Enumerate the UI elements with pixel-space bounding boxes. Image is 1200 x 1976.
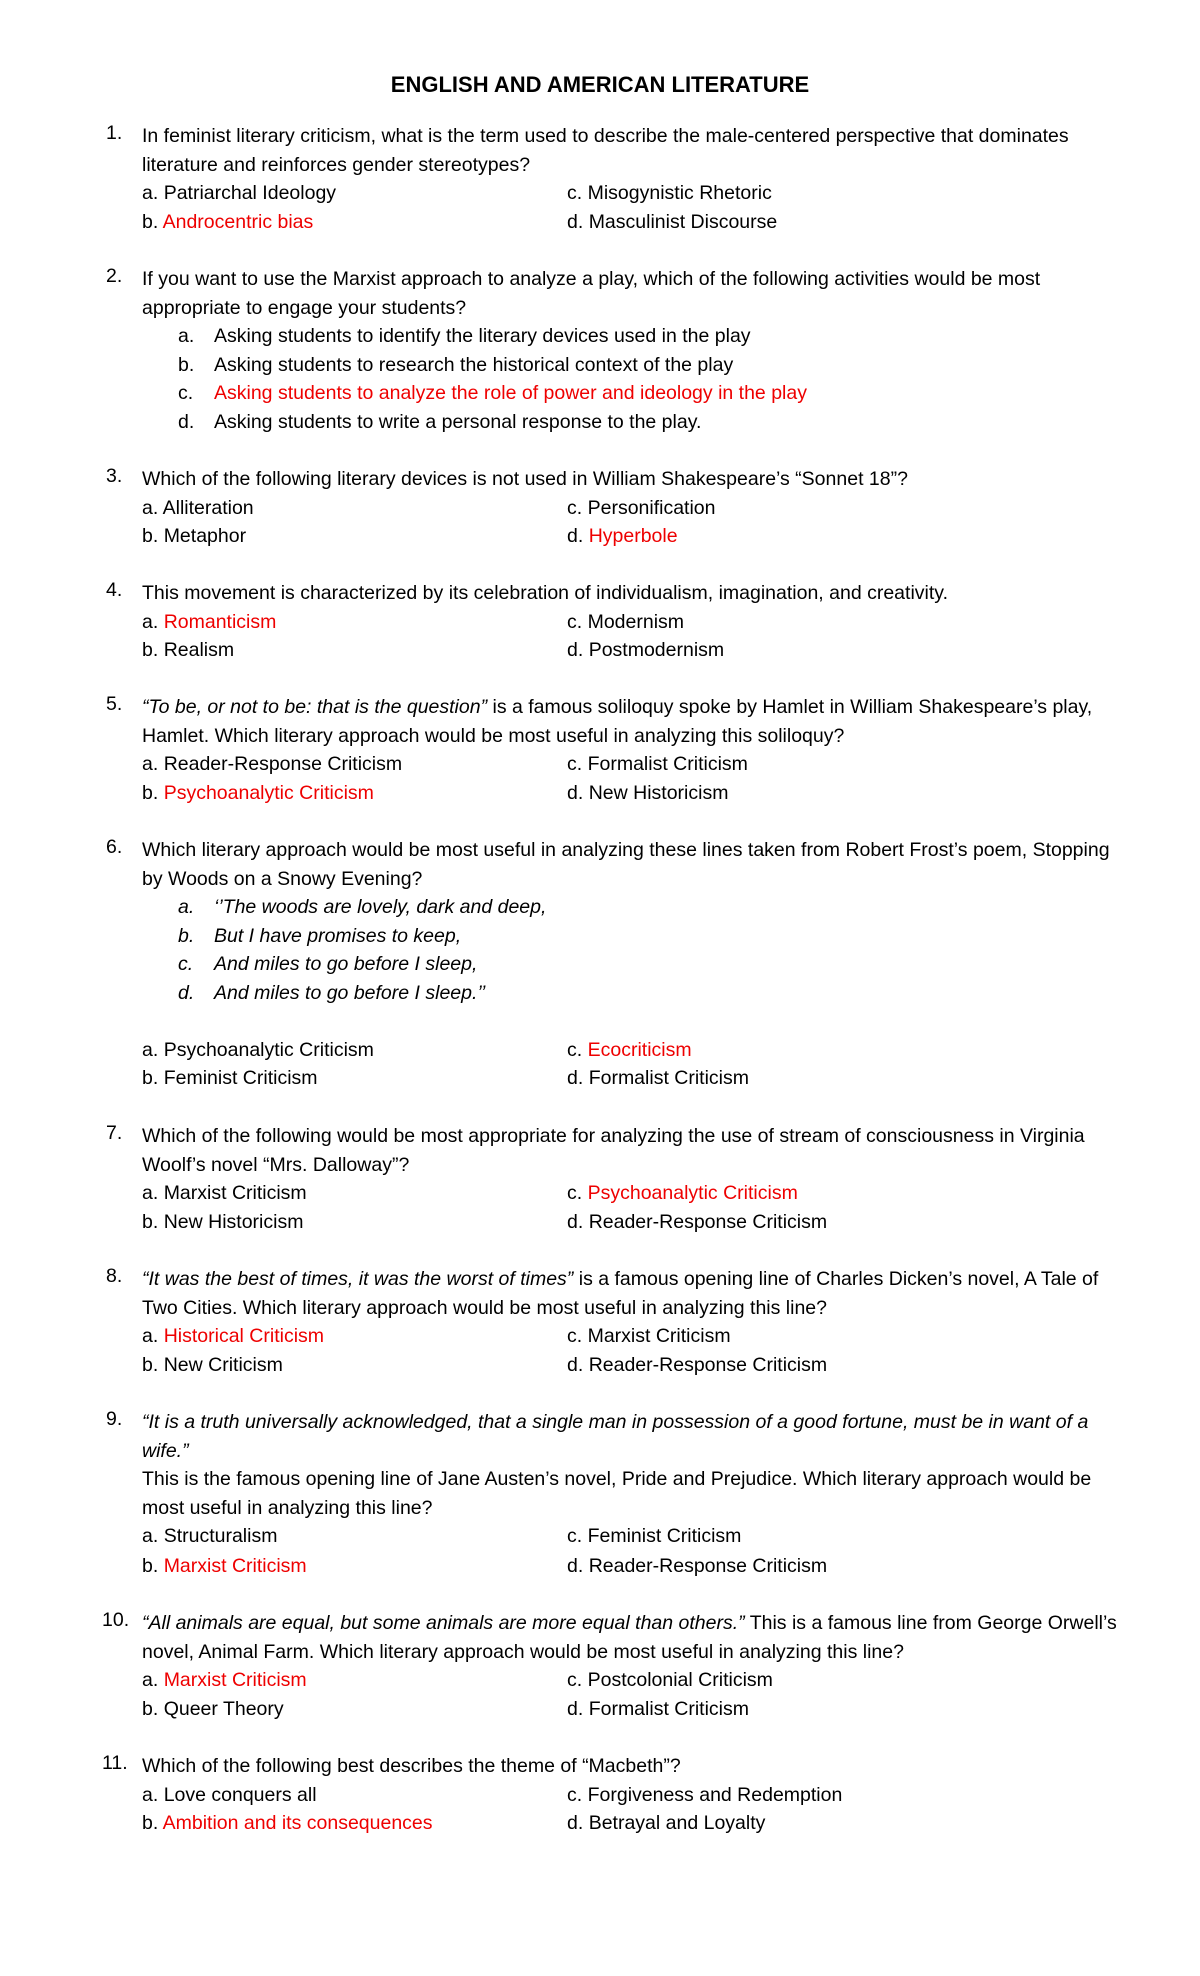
answer-options [142,494,1126,551]
correct-answer: Psychoanalytic Criticism [163,781,374,804]
option-d: d. Reader-Response Criticism [567,1353,828,1376]
option-d: d. Reader-Response Criticism [567,1210,828,1233]
option-d: d. Formalist Criticism [567,1697,750,1720]
question-number: 4. [106,579,123,601]
option-b: b. Queer Theory [142,1697,284,1720]
poem-line: b. But I have promises to keep, [178,924,462,947]
question-text: If you want to use the Marxist approach to analyze a play, which of the following activities would be most appropriate to engage your students? [142,268,1041,319]
answer-options [142,1322,1126,1379]
answer-options [142,608,1126,665]
option-a: a. Structuralism [142,1525,278,1547]
question-text: This is the famous opening line of Jane Austen’s novel, Pride and Prejudice. Which literary approach would be most useful in analyzing this line? [142,1468,1092,1519]
option-c: c. Formalist Criticism [567,753,748,775]
question-text: Which of the following would be most appropriate for analyzing the use of stream of consciousness in Virginia Woolf’s novel “Mrs. Dalloway”? [142,1125,1085,1176]
quote-text: “It was the best of times, it was the worst of times” [142,1268,574,1290]
option-a: a. Marxist Criticism [142,1182,307,1204]
option-d: d. Postmodernism [567,639,725,661]
answer-options [142,179,1126,236]
question-number: 2. [106,265,123,287]
answer-options [142,1179,1126,1236]
question-text: In feminist literary criticism, what is the term used to describe the male-centered perspective that dominates literature and reinforces gender stereotypes? [142,125,1069,176]
question-text: “To be, or not to be: that is the question” is a famous soliloquy spoke by Hamlet in William Shakespeare’s play, Hamlet. Which literary approach would be most useful in analyzing this soliloquy? [142,696,1093,747]
correct-answer: Androcentric bias [162,210,314,233]
option-b: b. New Criticism [142,1353,283,1376]
question-5 [106,693,1126,807]
option-a: a. Marxist Criticism [142,1669,307,1691]
question-number: 5. [106,693,123,715]
correct-answer: Marxist Criticism [163,1669,307,1691]
option-b: b. Feminist Criticism [142,1067,318,1089]
question-3 [106,465,1126,551]
option-d: d. Reader-Response Criticism [567,1555,828,1577]
option-c: c. Misogynistic Rhetoric [567,182,772,204]
option-c: c. Postcolonial Criticism [567,1669,773,1691]
choice-list [142,322,1126,436]
option-c: c. Modernism [567,610,685,633]
answer-options [142,1522,1126,1579]
question-8 [106,1265,1126,1379]
question-7 [106,1122,1126,1236]
option-d: d. Formalist Criticism [567,1067,750,1089]
question-number: 3. [106,465,123,487]
option-b: b. New Historicism [142,1210,304,1233]
question-number: 9. [106,1408,123,1430]
question-2 [106,265,1126,436]
answer-options [142,1666,1126,1723]
question-number: 8. [106,1265,123,1287]
option-a: a. Reader-Response Criticism [142,753,403,775]
question-number: 1. [106,122,123,144]
quote-text: “All animals are equal, but some animals are more equal than others.” [142,1612,745,1634]
option-c: c. Marxist Criticism [567,1325,731,1347]
question-4 [106,579,1126,665]
poem-line: d. And miles to go before I sleep.’’ [178,981,486,1004]
correct-answer: Psychoanalytic Criticism [587,1182,798,1204]
question-6 [106,836,1126,1093]
question-number: 11. [102,1752,128,1774]
option-c: c. Personification [567,496,716,519]
question-text: Which of the following best describes the theme of “Macbeth”? [142,1755,681,1777]
option-d: d. New Historicism [567,781,729,804]
option-d: d. Masculinist Discourse [567,210,778,233]
question-number: 7. [106,1122,123,1144]
option-b: b. Ambition and its consequences [142,1812,433,1834]
list-item: a. Asking students to identify the literary devices used in the play [178,325,751,347]
option-b: b. Metaphor [142,525,247,547]
option-a: a. Historical Criticism [142,1325,325,1347]
poem-line: c. And miles to go before I sleep, [178,953,478,975]
question-text: This movement is characterized by its celebration of individualism, imagination, and creativity. [142,582,948,604]
answer-options [142,1781,1126,1838]
poem-lines [142,893,1126,1007]
question-10 [102,1609,1126,1723]
option-c: c. Ecocriticism [567,1038,692,1061]
quote-text: “It is a truth universally acknowledged, that a single man in possession of a good fortune, must be in want of a wife.” [142,1411,1089,1462]
question-text: Which of the following literary devices is not used in William Shakespeare’s “Sonnet 18”? [142,468,908,490]
correct-answer: Romanticism [163,610,277,633]
list-item: d. Asking students to write a personal response to the play. [178,410,702,433]
correct-answer: Ecocriticism [587,1038,692,1061]
option-b: b. Androcentric bias [142,210,314,233]
option-d: d. Betrayal and Loyalty [567,1812,766,1834]
option-c: c. Psychoanalytic Criticism [567,1182,798,1204]
answer-options [142,1036,1126,1093]
question-1 [106,122,1126,236]
correct-answer: Marxist Criticism [163,1555,307,1577]
option-d: d. Hyperbole [567,525,678,547]
correct-answer: Asking students to analyze the role of power and ideology in the play [214,382,807,404]
option-a: a. Psychoanalytic Criticism [142,1038,374,1061]
option-a: a. Romanticism [142,610,277,633]
question-11 [102,1752,1126,1838]
page-title: ENGLISH AND AMERICAN LITERATURE [390,72,810,97]
quote-text: “To be, or not to be: that is the question” [142,696,488,718]
list-item: b. Asking students to research the historical context of the play [178,353,734,376]
correct-answer: Historical Criticism [163,1325,325,1347]
option-c: c. Forgiveness and Redemption [567,1783,843,1806]
option-a: a. Patriarchal Ideology [142,182,337,204]
option-b: b. Realism [142,639,235,661]
question-text: Which literary approach would be most useful in analyzing these lines taken from Robert Frost’s poem, Stopping by Woods on a Snowy Evening? [142,839,1110,890]
answer-options [142,750,1126,807]
question-text: “It was the best of times, it was the worst of times” is a famous opening line of Charles Dicken’s novel, A Tale of Two Cities. Which literary approach would be most useful in analyzing this line? [142,1268,1099,1319]
option-a: a. Alliteration [142,496,254,519]
option-a: a. Love conquers all [142,1783,317,1806]
option-b: b. Psychoanalytic Criticism [142,781,374,804]
correct-answer: Hyperbole [588,525,678,547]
correct-answer: Ambition and its consequences [162,1812,433,1834]
question-9 [106,1408,1126,1579]
option-c: c. Feminist Criticism [567,1525,742,1547]
list-item: c. Asking students to analyze the role of power and ideology in the play [142,379,1126,408]
question-number: 10. [102,1609,130,1631]
question-number: 6. [106,836,123,858]
question-text: “All animals are equal, but some animals are more equal than others.” This is a famous line from George Orwell’s novel, Animal Farm. Which literary approach would be most useful in analyzing this line? [142,1612,1117,1663]
poem-line: a. ‘’The woods are lovely, dark and deep, [178,896,547,918]
option-b: b. Marxist Criticism [142,1555,307,1577]
